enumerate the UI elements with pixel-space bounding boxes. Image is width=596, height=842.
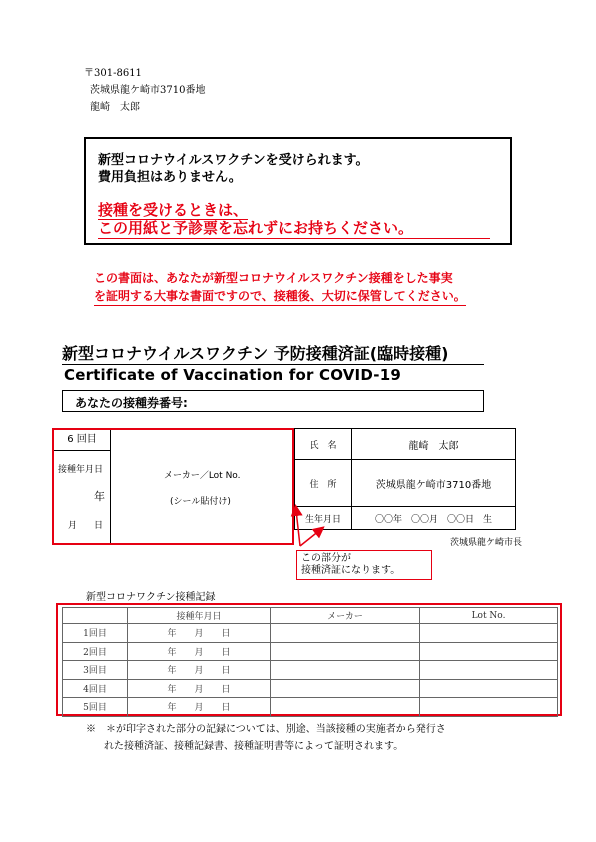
callout-arrow-right <box>300 530 320 546</box>
vaccination-record-box <box>52 428 294 545</box>
records-header-maker: メーカー <box>271 608 420 624</box>
table-row <box>63 698 558 717</box>
row-date: 年 月 日 <box>128 698 271 717</box>
notice-line-1: 新型コロナウイルスワクチンを受けられます。 <box>98 153 369 168</box>
title-divider <box>62 364 484 365</box>
callout-line-2: 接種済証になります。 <box>301 565 401 576</box>
ticket-number-label: あなたの接種券番号: <box>75 396 188 410</box>
ticket-number-box <box>62 390 484 412</box>
mayor-title: 茨城県龍ケ崎市長 <box>450 538 523 548</box>
row-maker <box>271 642 420 661</box>
callout-arrow-up <box>296 510 300 546</box>
records-title: 新型コロナワクチン接種記録 <box>86 592 216 603</box>
postal-code: 〒301-8611 <box>84 68 142 79</box>
row-label: 2回目 <box>63 642 128 661</box>
row-date: 年 月 日 <box>128 661 271 680</box>
warning-line-1: この書面は、あなたが新型コロナウイルスワクチン接種をした事実 <box>94 271 453 285</box>
name-value: 龍崎 太郎 <box>352 429 516 460</box>
record-left-column <box>54 430 111 543</box>
row-maker <box>271 624 420 643</box>
date-label: 接種年月日 <box>58 465 104 475</box>
row-date: 年 月 日 <box>128 642 271 661</box>
row-maker <box>271 698 420 717</box>
address-line: 茨城県龍ケ崎市3710番地 <box>90 85 206 96</box>
notice-red-text-1: 接種を受けるときは、 <box>98 201 249 219</box>
callout-line-1: この部分が <box>301 553 351 564</box>
table-row <box>63 624 558 643</box>
row-lot <box>420 661 558 680</box>
day-label: 日 <box>94 521 104 531</box>
records-header-blank <box>63 608 128 624</box>
row-label: 4回目 <box>63 679 128 698</box>
row-lot <box>420 624 558 643</box>
footnote-line-2: れた接種済証、接種記録書、接種証明書等によって証明されます。 <box>104 741 404 752</box>
certificate-title-en: Certificate of Vaccination for COVID-19 <box>64 366 401 384</box>
row-date: 年 月 日 <box>128 679 271 698</box>
notice-line-2: 費用負担はありません。 <box>98 170 242 185</box>
dob-label: 生年月日 <box>295 507 352 530</box>
notice-red-line-2: この用紙と予診票を忘れずにお持ちください。 <box>98 217 490 239</box>
dob-value: 〇〇年 〇〇月 〇〇日 生 <box>352 507 516 530</box>
row-lot <box>420 679 558 698</box>
callout-box <box>296 550 432 580</box>
month-label: 月 <box>68 521 78 531</box>
row-label: 1回目 <box>63 624 128 643</box>
notice-box <box>84 137 512 245</box>
sticker-label: (シール貼付け) <box>170 497 231 507</box>
row-label: 5回目 <box>63 698 128 717</box>
recipient-name: 龍崎 太郎 <box>90 102 140 113</box>
table-row <box>63 642 558 661</box>
table-row <box>63 679 558 698</box>
row-lot <box>420 698 558 717</box>
footnote-line-1: ※ ＊が印字された部分の記録については、別途、当該接種の実施者から発行さ <box>86 724 446 735</box>
row-maker <box>271 661 420 680</box>
name-label: 氏 名 <box>295 429 352 460</box>
row-label: 3回目 <box>63 661 128 680</box>
row-lot <box>420 642 558 661</box>
certificate-title-jp: 新型コロナウイルスワクチン 予防接種済証(臨時接種) <box>62 344 449 363</box>
year-label: 年 <box>94 490 105 503</box>
address-label: 住 所 <box>295 460 352 507</box>
dose-number: 6 回目 <box>54 430 110 451</box>
table-row <box>63 661 558 680</box>
row-maker <box>271 679 420 698</box>
row-date: 年 月 日 <box>128 624 271 643</box>
records-table <box>62 607 558 717</box>
records-header-date: 接種年月日 <box>128 608 271 624</box>
records-header-lot: Lot No. <box>420 608 558 624</box>
warning-line-2: を証明する大事な書面ですので、接種後、大切に保管してください。 <box>94 287 466 306</box>
address-value: 茨城県龍ケ崎市3710番地 <box>352 460 516 507</box>
maker-lot-label: メーカー／Lot No. <box>164 471 241 481</box>
